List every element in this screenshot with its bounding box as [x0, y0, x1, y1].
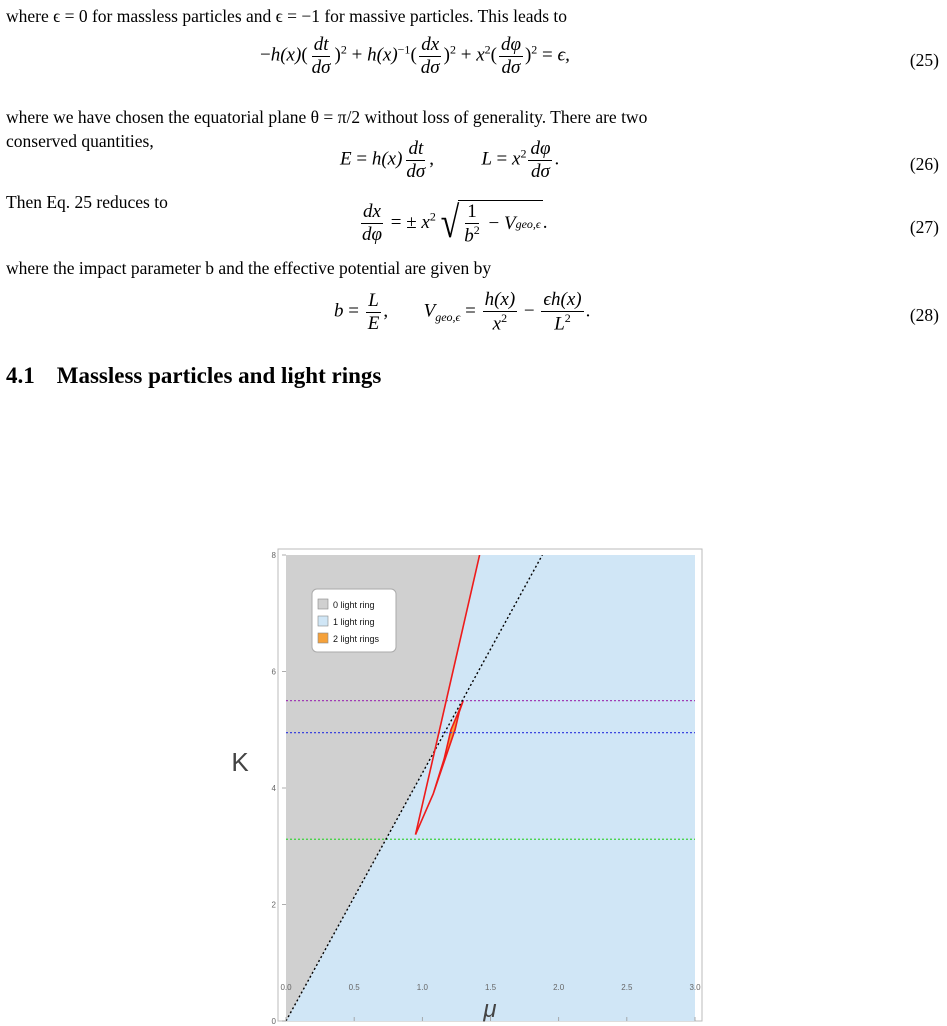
equation-25: −h(x)( $\frac{dt}{d\sigma}$ )$^2 + h(x)^{-1}$( $\frac{dx}{d\sigma}$ )$^2 + x^2$( $\frac{d\varphi}{d\sigma}$ )$^2$ = ϵ, — [260, 34, 570, 78]
x-tick-label: 3.0 — [689, 983, 701, 992]
legend-swatch-orange — [318, 633, 328, 643]
x-tick-label: 2.0 — [553, 983, 565, 992]
paragraph-4: Then Eq. 25 reduces to — [6, 192, 168, 212]
paragraph-5: where the impact parameter b and the effective potential are given by — [6, 258, 492, 278]
equation-27: $\frac{dx}{d\varphi}$ = ± $x^2$ √ $\frac{1}{b^2}$ − V geo,ϵ . — [362, 198, 548, 247]
equation-26: E = h(x) $\frac{dt}{d\sigma}$ , $L = x^2$ $\frac{d\varphi}{d\sigma}$ . — [340, 138, 560, 182]
x-tick-label: 1.5 — [484, 983, 497, 992]
chart-legend — [312, 589, 396, 652]
equation-number-28: (28) — [909, 305, 939, 325]
legend-label-0: 0 light ring — [333, 600, 375, 610]
y-axis-ticks — [272, 551, 286, 1026]
y-tick-label: 0 — [271, 1017, 276, 1026]
y-tick-label: 8 — [271, 551, 276, 560]
equation-number-26: (26) — [909, 154, 939, 174]
legend-swatch-gray — [318, 599, 328, 609]
paragraph-3: conserved quantities, — [6, 131, 154, 151]
y-tick-label: 2 — [271, 900, 276, 910]
section-number: 4.1 — [6, 363, 35, 388]
x-tick-label: 2.5 — [621, 983, 633, 992]
equation-28: b = $\frac{L}{E}$ , $V_{geo,\epsilon}$ = $\frac{h(x)}{x^2}$ − $\frac{\epsilon h(x)}{L^2}$ . — [334, 289, 591, 335]
equation-number-25: (25) — [909, 50, 939, 70]
section-title: Massless particles and light rings — [56, 363, 382, 388]
x-axis-label: μ — [483, 996, 497, 1023]
paragraph-1: where ϵ = 0 for massless particles and ϵ = −1 for massive particles. This leads to — [6, 6, 568, 26]
x-tick-label: 0.0 — [280, 983, 292, 992]
x-tick-label: 0.5 — [348, 983, 360, 992]
x-tick-label: 1.0 — [416, 983, 428, 992]
equation-number-27: (27) — [909, 217, 939, 237]
paragraph-2: where we have chosen the equatorial plane θ = π/2 without loss of generality. There are two — [6, 107, 648, 127]
y-tick-label: 6 — [271, 667, 276, 677]
legend-swatch-blue — [318, 616, 328, 626]
legend-label-2: 2 light rings — [333, 634, 380, 644]
y-tick-label: 4 — [271, 784, 276, 793]
legend-label-1: 1 light ring — [333, 617, 375, 627]
y-axis-label: K — [231, 747, 249, 777]
